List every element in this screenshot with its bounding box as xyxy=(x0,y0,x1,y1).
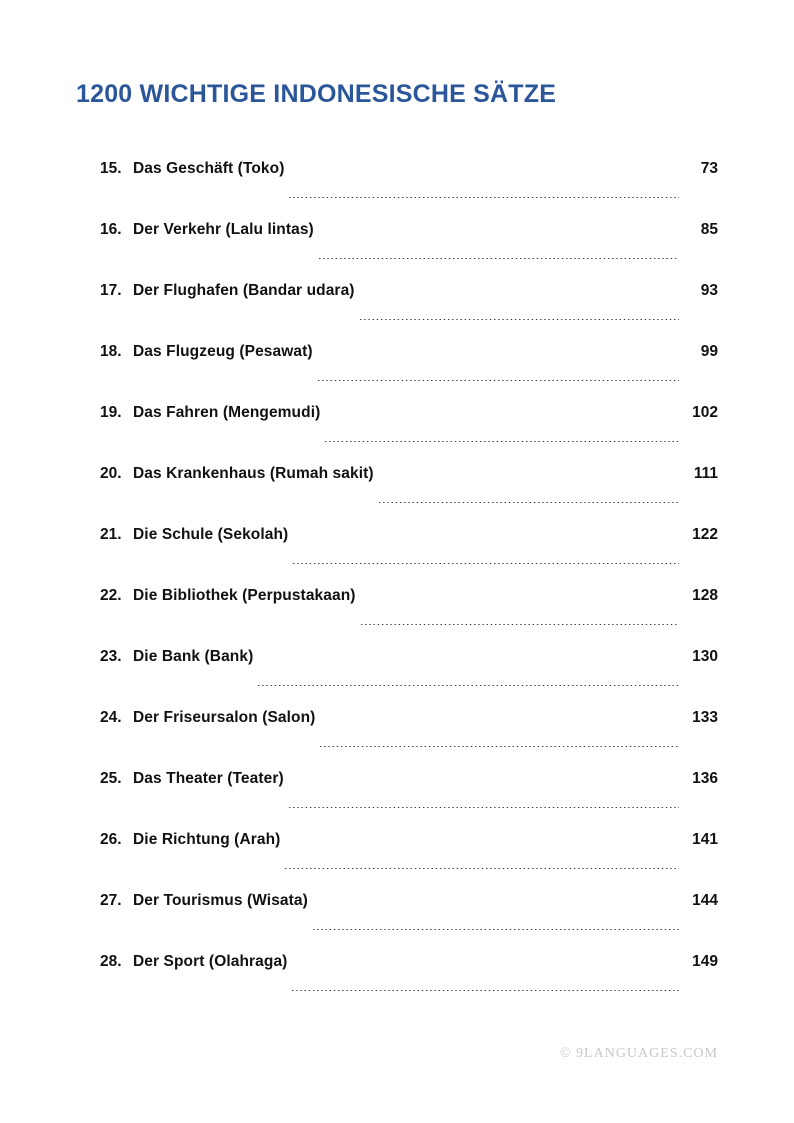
toc-entry xyxy=(100,262,718,323)
toc-entry-page-number: 130 xyxy=(692,648,718,665)
toc-entry-title: Der Friseursalon (Salon) xyxy=(133,709,316,726)
toc-entry-number: 24. xyxy=(100,709,122,726)
toc-entry xyxy=(100,933,718,994)
toc-entry-number: 22. xyxy=(100,587,122,604)
toc-entry-number: 20. xyxy=(100,465,122,482)
toc-entry-number: 15. xyxy=(100,160,122,177)
toc-entry-page-number: 93 xyxy=(700,282,718,299)
toc-entry xyxy=(100,140,718,201)
toc-entry-page-number: 128 xyxy=(692,587,718,604)
toc-entry-page-number: 122 xyxy=(692,526,718,543)
copyright-footer: © 9LANGUAGES.COM xyxy=(559,1046,718,1061)
toc-entry-number: 16. xyxy=(100,221,122,238)
toc-entry-title: Die Bank (Bank) xyxy=(133,648,254,665)
toc-entry xyxy=(100,567,718,628)
toc-entry-number: 23. xyxy=(100,648,122,665)
table-of-contents xyxy=(100,140,718,994)
toc-entry xyxy=(100,872,718,933)
toc-entry-title: Das Krankenhaus (Rumah sakit) xyxy=(133,465,374,482)
toc-entry-page-number: 144 xyxy=(692,892,718,909)
toc-entry xyxy=(100,811,718,872)
toc-entry-number: 19. xyxy=(100,404,122,421)
toc-entry xyxy=(100,628,718,689)
toc-entry xyxy=(100,201,718,262)
toc-entry-title: Die Bibliothek (Perpustakaan) xyxy=(133,587,356,604)
toc-entry-title: Der Verkehr (Lalu lintas) xyxy=(133,221,314,238)
toc-entry xyxy=(100,689,718,750)
toc-entry-page-number: 102 xyxy=(692,404,718,421)
toc-entry-title: Der Sport (Olahraga) xyxy=(133,953,288,970)
toc-entry-title: Der Tourismus (Wisata) xyxy=(133,892,308,909)
toc-entry xyxy=(100,445,718,506)
toc-entry-page-number: 111 xyxy=(693,465,718,482)
toc-entry-number: 28. xyxy=(100,953,122,970)
toc-entry-title: Das Fahren (Mengemudi) xyxy=(133,404,321,421)
toc-entry-page-number: 99 xyxy=(700,343,718,360)
toc-entry-page-number: 149 xyxy=(692,953,718,970)
dotted-leader xyxy=(293,562,679,564)
dotted-leader xyxy=(289,196,679,198)
dotted-leader xyxy=(285,867,679,869)
toc-entry-number: 27. xyxy=(100,892,122,909)
toc-entry-title: Das Flugzeug (Pesawat) xyxy=(133,343,313,360)
dotted-leader xyxy=(320,745,679,747)
toc-entry-title: Das Theater (Teater) xyxy=(133,770,284,787)
toc-entry-number: 26. xyxy=(100,831,122,848)
dotted-leader xyxy=(360,318,679,320)
toc-entry-title: Das Geschäft (Toko) xyxy=(133,160,285,177)
dotted-leader xyxy=(313,928,679,930)
toc-entry-page-number: 136 xyxy=(692,770,718,787)
toc-entry-page-number: 133 xyxy=(692,709,718,726)
toc-entry xyxy=(100,384,718,445)
toc-entry-number: 17. xyxy=(100,282,122,299)
toc-entry-number: 18. xyxy=(100,343,122,360)
page-title: 1200 WICHTIGE INDONESISCHE SÄTZE xyxy=(76,80,557,108)
toc-entry-title: Der Flughafen (Bandar udara) xyxy=(133,282,355,299)
toc-entry-title: Die Schule (Sekolah) xyxy=(133,526,289,543)
toc-entry-title: Die Richtung (Arah) xyxy=(133,831,281,848)
toc-entry-page-number: 141 xyxy=(692,831,718,848)
dotted-leader xyxy=(361,623,679,625)
dotted-leader xyxy=(292,989,679,991)
dotted-leader xyxy=(325,440,679,442)
dotted-leader xyxy=(289,806,679,808)
toc-entry-page-number: 85 xyxy=(700,221,718,238)
dotted-leader xyxy=(318,379,679,381)
toc-entry-number: 21. xyxy=(100,526,122,543)
toc-entry xyxy=(100,323,718,384)
dotted-leader xyxy=(258,684,679,686)
toc-entry-number: 25. xyxy=(100,770,122,787)
toc-entry xyxy=(100,750,718,811)
toc-entry xyxy=(100,506,718,567)
dotted-leader xyxy=(379,501,679,503)
toc-entry-page-number: 73 xyxy=(700,160,718,177)
dotted-leader xyxy=(319,257,679,259)
